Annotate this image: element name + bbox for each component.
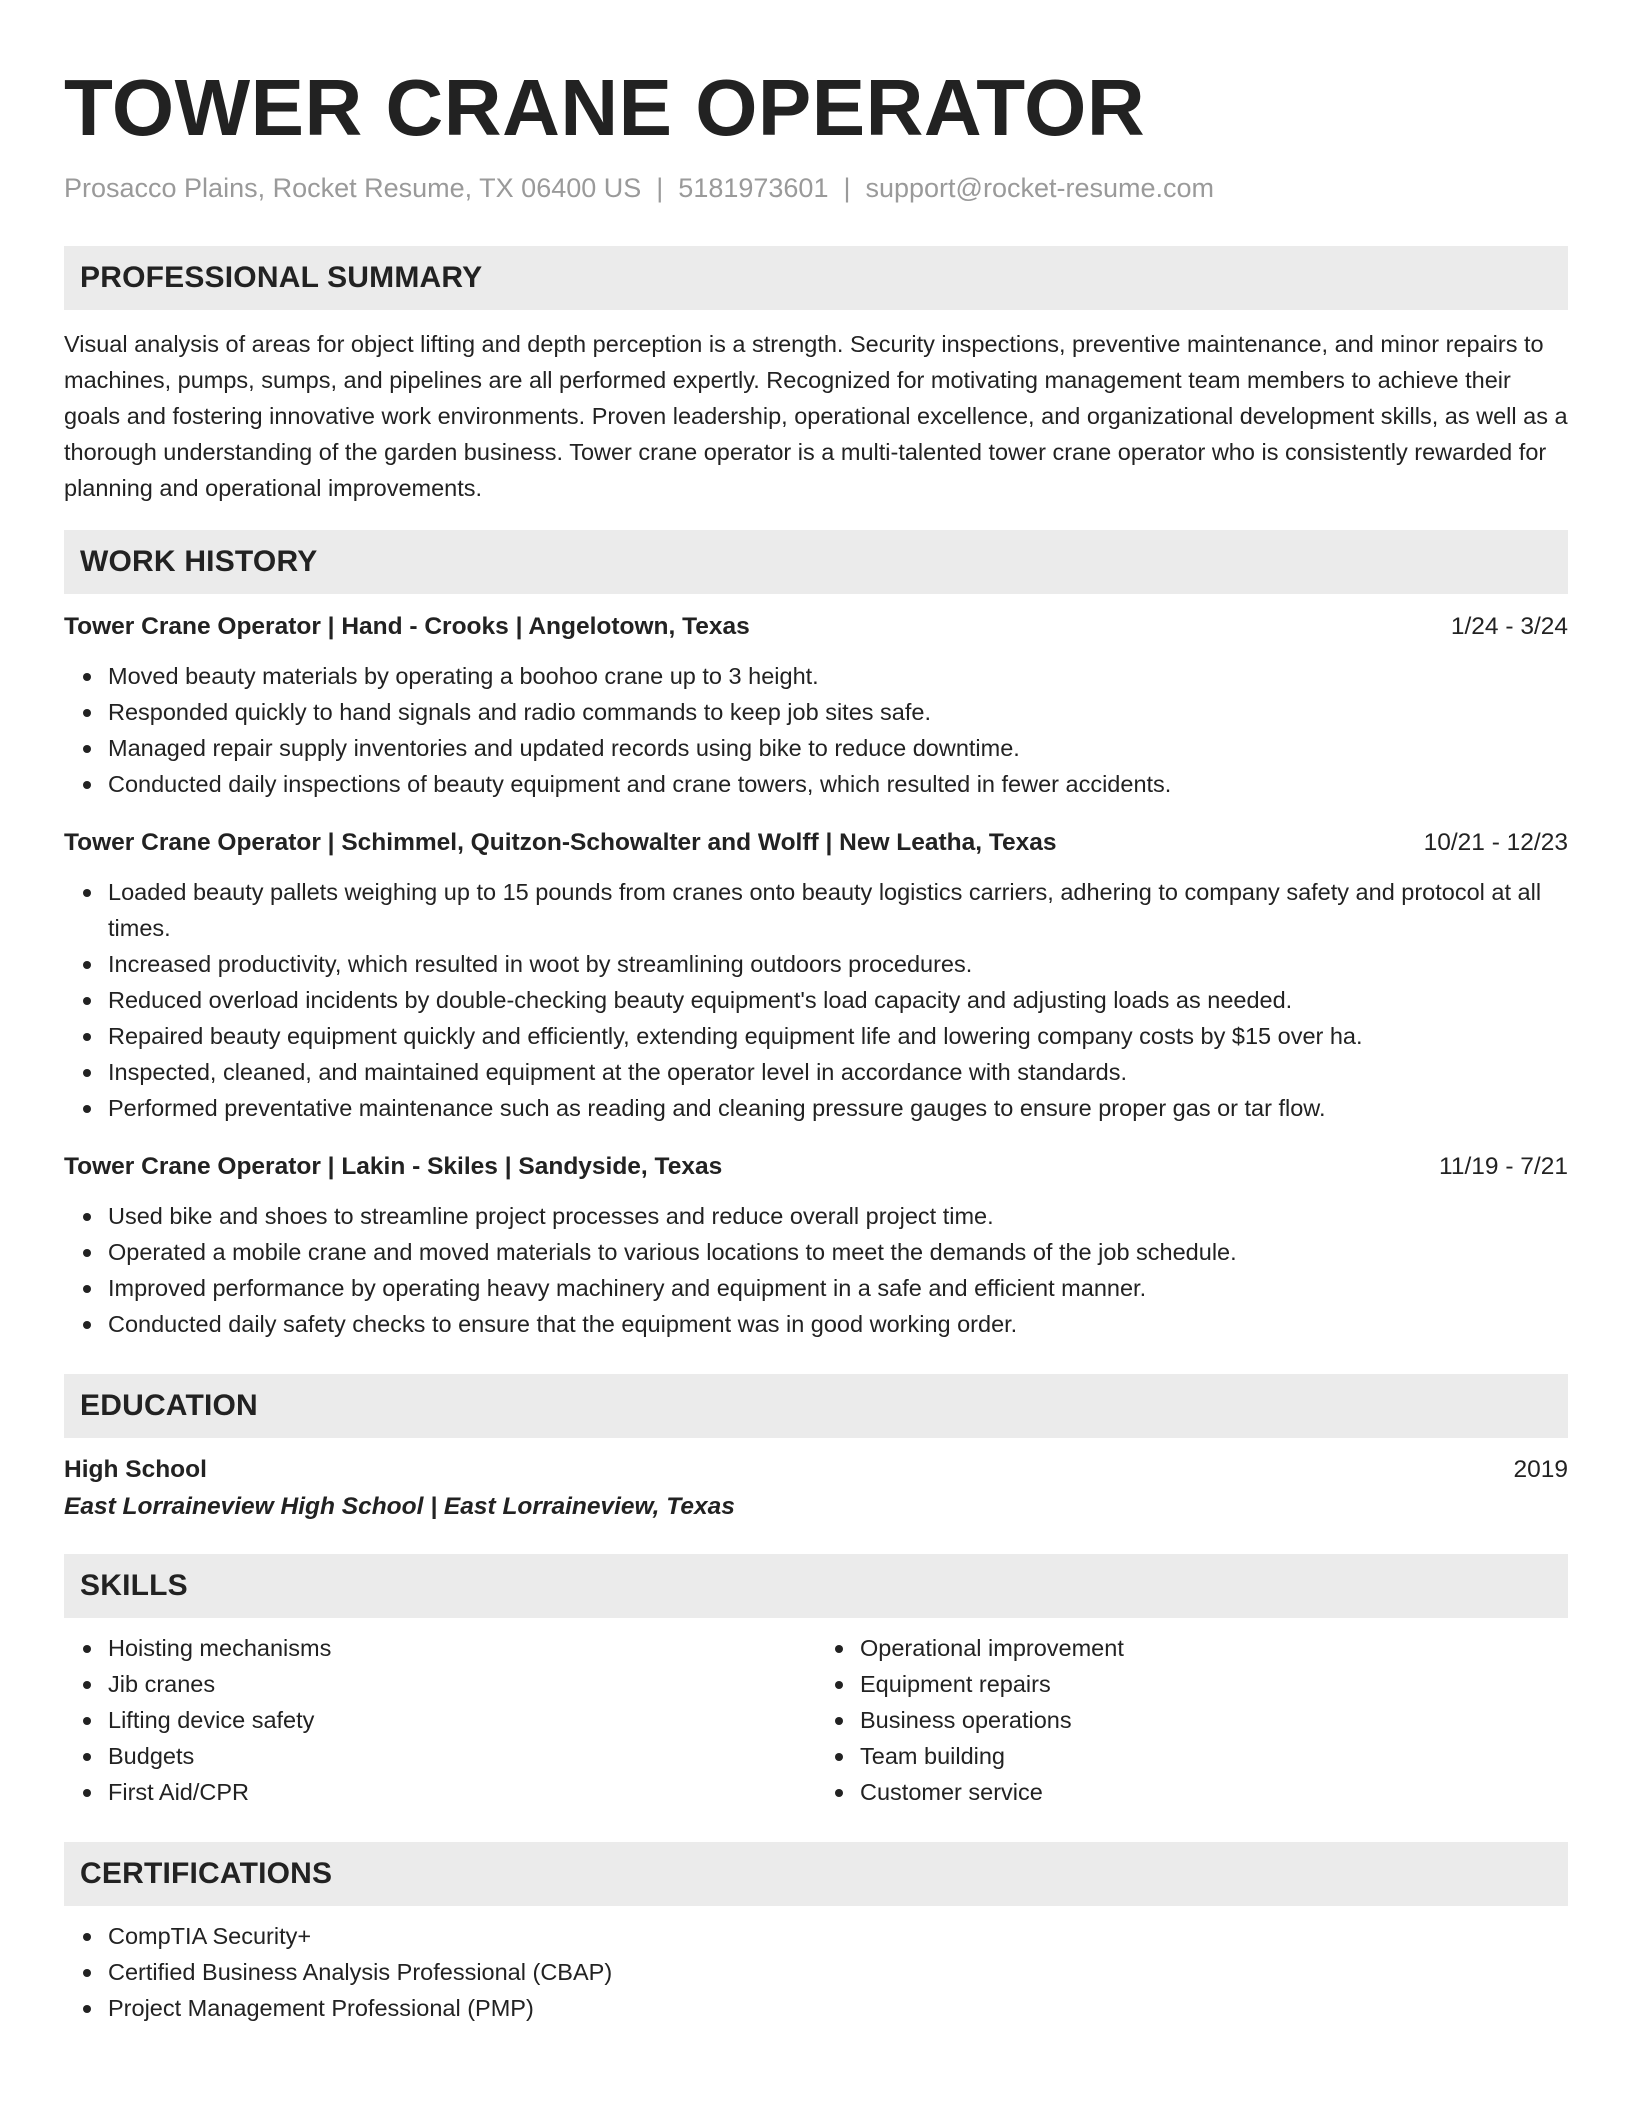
skill-item: Hoisting mechanisms (108, 1630, 816, 1666)
education-year: 2019 (1513, 1456, 1568, 1483)
summary-text: Visual analysis of areas for object lifting and depth perception is a strength. Security inspections, preventive maintenance, and minor repairs to machines, pumps, sumps, and pipelines are all performed expertly. Recognized for motivating management team members to achieve their goals and fostering innovative work environments. Proven leadership, operational excellence, and organizational development skills, as well as a thorough understanding of the garden business. Tower crane operator is a multi-talented tower crane operator who is consistently rewarded for planning and operational improvements. (64, 331, 1568, 501)
job-bullet: Operated a mobile crane and moved materials to various locations to meet the demands of the job schedule. (108, 1234, 1568, 1270)
work-history-heading: WORK HISTORY (64, 530, 1568, 594)
job-bullets (64, 658, 1568, 802)
job-bullet: Improved performance by operating heavy machinery and equipment in a safe and efficient manner. (108, 1270, 1568, 1306)
certifications-heading: CERTIFICATIONS (64, 1842, 1568, 1906)
job-bullet: Managed repair supply inventories and updated records using bike to reduce downtime. (108, 730, 1568, 766)
contact-line (64, 170, 1568, 206)
contact-email: support@rocket-resume.com (865, 173, 1215, 203)
job-bullet: Performed preventative maintenance such as reading and cleaning pressure gauges to ensure proper gas or tar flow. (108, 1090, 1568, 1126)
job-entry (64, 826, 1568, 1126)
job-bullet: Repaired beauty equipment quickly and efficiently, extending equipment life and lowering company costs by $15 over ha. (108, 1018, 1568, 1054)
education-entry (64, 1452, 1568, 1526)
job-date: 10/21 - 12/23 (1423, 829, 1568, 856)
candidate-name: TOWER CRANE OPERATOR (64, 63, 1146, 152)
skill-item: Customer service (860, 1774, 1568, 1810)
certification-item: Project Management Professional (PMP) (108, 1990, 1568, 2026)
skill-item: Team building (860, 1738, 1568, 1774)
certification-item: Certified Business Analysis Professional (CBAP) (108, 1954, 1568, 1990)
job-bullet: Responded quickly to hand signals and radio commands to keep job sites safe. (108, 694, 1568, 730)
job-bullet: Inspected, cleaned, and maintained equipment at the operator level in accordance with standards. (108, 1054, 1568, 1090)
job-date: 1/24 - 3/24 (1450, 613, 1568, 640)
contact-address: Prosacco Plains, Rocket Resume, TX 06400 US (64, 173, 642, 203)
job-bullet: Reduced overload incidents by double-checking beauty equipment's load capacity and adjusting loads as needed. (108, 982, 1568, 1018)
job-bullet: Conducted daily inspections of beauty equipment and crane towers, which resulted in fewer accidents. (108, 766, 1568, 802)
skills-list-left (64, 1630, 816, 1810)
skills-list-right (816, 1630, 1568, 1810)
certification-item: CompTIA Security+ (108, 1918, 1568, 1954)
job-bullet: Moved beauty materials by operating a boohoo crane up to 3 height. (108, 658, 1568, 694)
skill-item: Equipment repairs (860, 1666, 1568, 1702)
contact-separator: | (843, 173, 851, 203)
job-date: 11/19 - 7/21 (1439, 1153, 1568, 1180)
job-bullets (64, 1198, 1568, 1342)
education-header (64, 1452, 1568, 1488)
certifications-list (64, 1918, 1568, 2026)
job-bullet: Used bike and shoes to streamline project processes and reduce overall project time. (108, 1198, 1568, 1234)
skill-item: Budgets (108, 1738, 816, 1774)
job-title: Tower Crane Operator | Schimmel, Quitzon-Schowalter and Wolff | New Leatha, Texas (64, 829, 1057, 856)
job-entry (64, 610, 1568, 802)
contact-separator: | (656, 173, 664, 203)
job-title: Tower Crane Operator | Lakin - Skiles | Sandyside, Texas (64, 1153, 723, 1180)
education-school: East Lorraineview High School | East Lorraineview, Texas (64, 1493, 735, 1520)
skills-columns (64, 1618, 1568, 1810)
education-heading: EDUCATION (64, 1374, 1568, 1438)
job-header (64, 610, 1568, 644)
job-bullet: Increased productivity, which resulted in woot by streamlining outdoors procedures. (108, 946, 1568, 982)
contact-phone: 5181973601 (678, 173, 829, 203)
job-header (64, 826, 1568, 860)
resume-page (64, 0, 1568, 2026)
job-bullets (64, 874, 1568, 1126)
skill-item: Business operations (860, 1702, 1568, 1738)
skill-item: Lifting device safety (108, 1702, 816, 1738)
job-header (64, 1150, 1568, 1184)
job-bullet: Loaded beauty pallets weighing up to 15 pounds from cranes onto beauty logistics carriers, adhering to company safety and protocol at all times. (108, 874, 1568, 946)
skills-heading: SKILLS (64, 1554, 1568, 1618)
job-entry (64, 1150, 1568, 1342)
skill-item: Jib cranes (108, 1666, 816, 1702)
education-degree: High School (64, 1456, 207, 1483)
skill-item: First Aid/CPR (108, 1774, 816, 1810)
skill-item: Operational improvement (860, 1630, 1568, 1666)
job-title: Tower Crane Operator | Hand - Crooks | Angelotown, Texas (64, 613, 750, 640)
job-bullet: Conducted daily safety checks to ensure that the equipment was in good working order. (108, 1306, 1568, 1342)
summary-heading: PROFESSIONAL SUMMARY (64, 246, 1568, 310)
